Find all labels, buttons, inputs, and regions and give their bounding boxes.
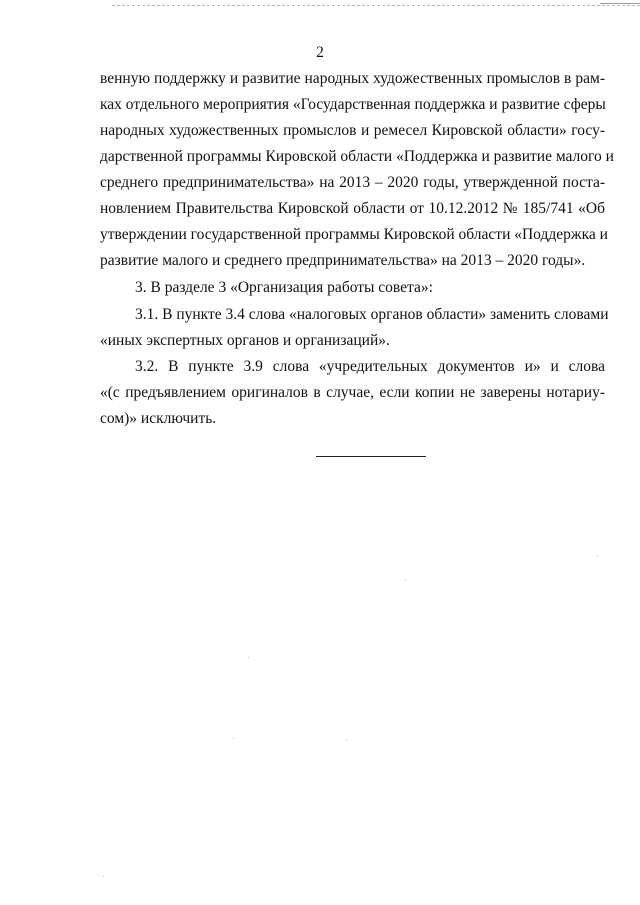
end-of-text-rule	[316, 456, 426, 457]
page-number: 2	[316, 44, 324, 61]
scan-speck	[346, 740, 347, 741]
scan-speck	[233, 738, 234, 739]
scan-speck	[405, 580, 406, 581]
paragraph-3-line-2: «иных экспертных органов и организаций».	[100, 332, 390, 349]
scan-speck	[103, 876, 104, 877]
paragraph-1-line-2: ках отдельного мероприятия «Государственная поддержка и развитие сферы	[100, 96, 606, 113]
paragraph-1-line-5: среднего предпринимательства» на 2013 – 2020 годы, утвержденной поста-	[100, 174, 605, 191]
paragraph-1-line-4: дарственной программы Кировской области «Поддержка и развитие малого и	[100, 148, 614, 165]
paragraph-1-line-8: развитие малого и среднего предпринимательства» на 2013 – 2020 годы».	[100, 252, 586, 269]
paragraph-1-line-1: венную поддержку и развитие народных художественных промыслов в рам-	[100, 70, 605, 87]
paragraph-3-line-1: 3.1. В пункте 3.4 слова «налоговых органов области» заменить словами	[135, 306, 609, 323]
paragraph-4-line-2: «(с предъявлением оригиналов в случае, если копии не заверены нотариу-	[100, 384, 605, 401]
paragraph-4-line-3: сом)» исключить.	[100, 410, 217, 427]
scan-speck	[248, 657, 249, 658]
paragraph-2-line-1: 3. В разделе 3 «Организация работы совета»:	[135, 279, 433, 296]
scan-top-border-corner	[600, 3, 640, 4]
paragraph-1-line-7: утверждении государственной программы Кировской области «Поддержка и	[100, 226, 608, 243]
paragraph-4-line-1: 3.2. В пункте 3.9 слова «учредительных документов и» и слова	[135, 358, 605, 375]
paragraph-1-line-3: народных художественных промыслов и ремесел Кировской области» госу-	[100, 122, 605, 139]
paragraph-1-line-6: новлением Правительства Кировской области от 10.12.2012 № 185/741 «Об	[100, 200, 605, 217]
scan-top-border	[112, 5, 640, 6]
scan-speck	[597, 556, 598, 557]
